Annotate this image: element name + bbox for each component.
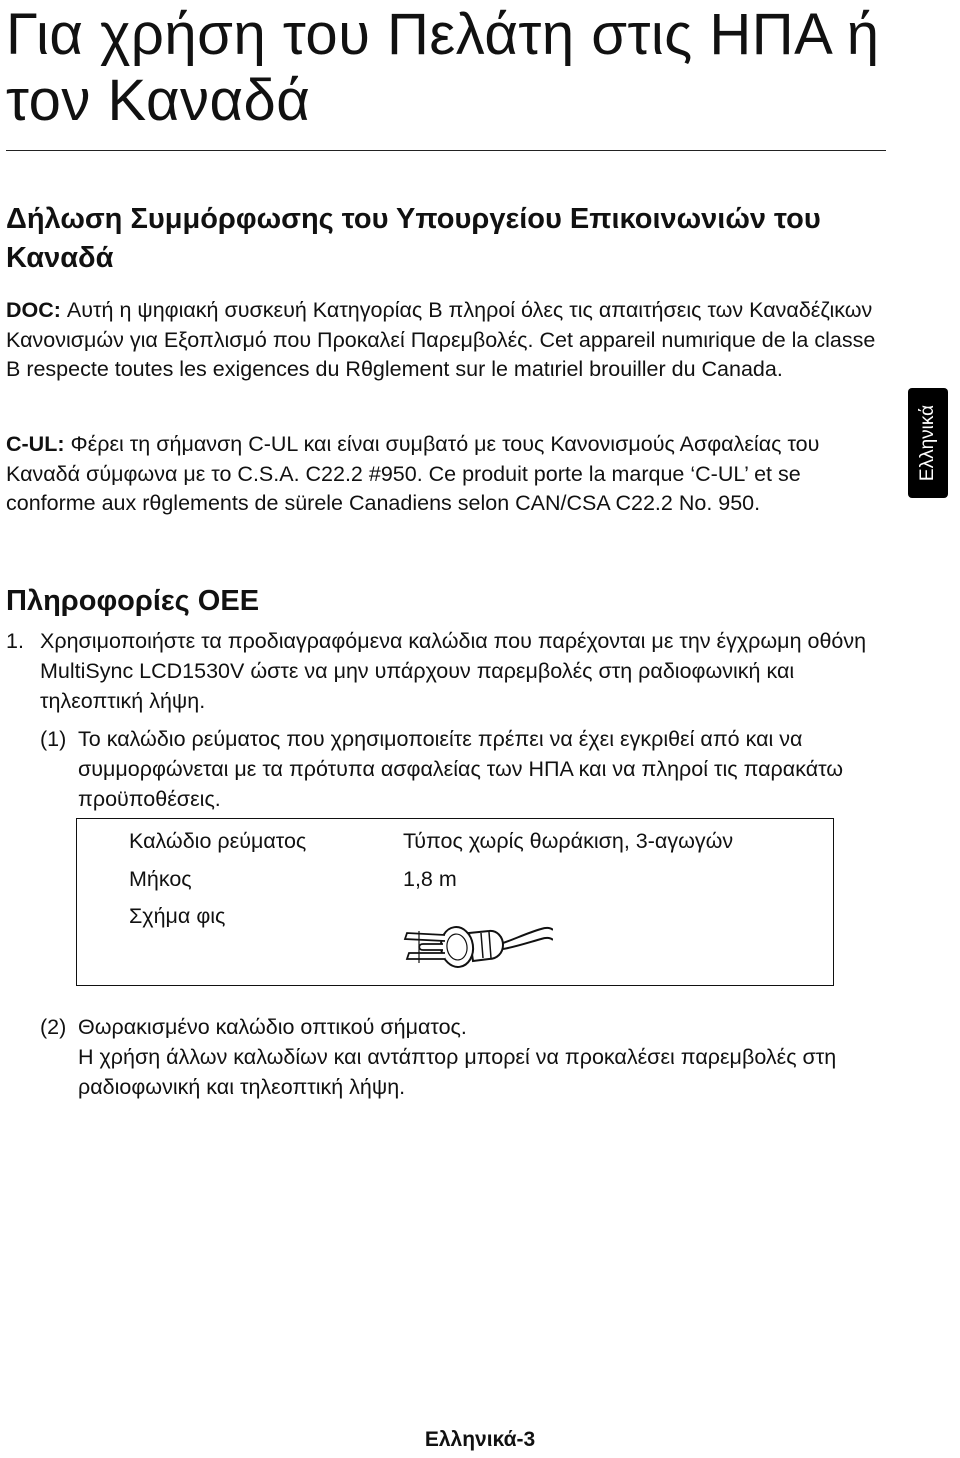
item-1-text: Χρησιμοποιήστε τα προδιαγραφόμενα καλώδια που παρέχονται με την έγχρωμη οθόνη MultiSync LCD1530V ώστε να μην υπάρχουν παρεμβολές στη ραδιοφωνική και τηλεοπτική λήψη. xyxy=(40,629,867,713)
subitem-2-line-1: Θωρακισμένο καλώδιο οπτικού σήματος. xyxy=(78,1015,467,1039)
subitem-2 xyxy=(40,1012,886,1102)
subitem-1-text: Το καλώδιο ρεύματος που χρησιμοποιείτε πρέπει να έχει εγκριθεί από και να συμμορφώνεται με τα πρότυπα ασφαλείας των ΗΠΑ και να πληροί τις παρακάτω προϋποθέσεις. xyxy=(78,727,844,811)
doc-text: Αυτή η ψηφιακή συσκευή Κατηγορίας B πληροί όλες τις απαιτήσεις των Καναδέζικων Κανονισμών για Εξοπλισμό που Προκαλεί Παρεμβολές. Cet appareil numιrique de la classe B respecte toutes les exigences du Rθglement sur le matιriel brouiller du Canada. xyxy=(6,298,876,381)
cul-text: Φέρει τη σήμανση C-UL και είναι συμβατό με τους Κανονισμούς Ασφαλείας του Καναδά σύμφωνα με το C.S.A. C22.2 #950. Ce produit porte la marque ‘C-UL’ et se conforme aux rθglements de sürele Canadiens selon CAN/CSA C22.2 No. 950. xyxy=(6,432,820,515)
doc-paragraph xyxy=(6,296,886,385)
length-label: Μήκος xyxy=(129,867,192,891)
cul-label: C-UL: xyxy=(6,432,65,456)
length-value: 1,8 m xyxy=(403,867,457,891)
plug-label: Σχήμα φις xyxy=(129,904,226,928)
item-1-number: 1. xyxy=(6,629,24,653)
item-1 xyxy=(6,626,886,716)
subitem-2-number: (2) xyxy=(40,1015,67,1039)
language-tab xyxy=(908,388,948,498)
page-title: Για χρήση του Πελάτη στις ΗΠΑ ή τον Καναδά xyxy=(6,2,880,133)
section-heading-doc: Δήλωση Συμμόρφωσης του Υπουργείου Επικοινωνιών του Καναδά xyxy=(6,203,821,274)
doc-label: DOC: xyxy=(6,298,61,322)
subitem-1 xyxy=(40,724,886,814)
power-cord-spec-table xyxy=(76,818,834,986)
subitem-1-number: (1) xyxy=(40,727,67,751)
cable-label: Καλώδιο ρεύματος xyxy=(129,829,307,853)
page-number: Ελληνικά-3 xyxy=(424,1428,536,1451)
subitem-2-line-2: Η χρήση άλλων καλωδίων και αντάπτορ μπορεί να προκαλέσει παρεμβολές στη ραδιοφωνική και τηλεοπτική λήψη. xyxy=(78,1045,837,1099)
section-heading-emi: Πληροφορίες ΟΕΕ xyxy=(6,585,260,617)
power-plug-icon xyxy=(403,911,553,973)
cul-paragraph xyxy=(6,430,886,519)
title-divider xyxy=(6,150,886,151)
cable-value: Τύπος χωρίς θωράκιση, 3-αγωγών xyxy=(403,829,734,853)
language-tab-label: Ελληνικά xyxy=(917,404,938,482)
